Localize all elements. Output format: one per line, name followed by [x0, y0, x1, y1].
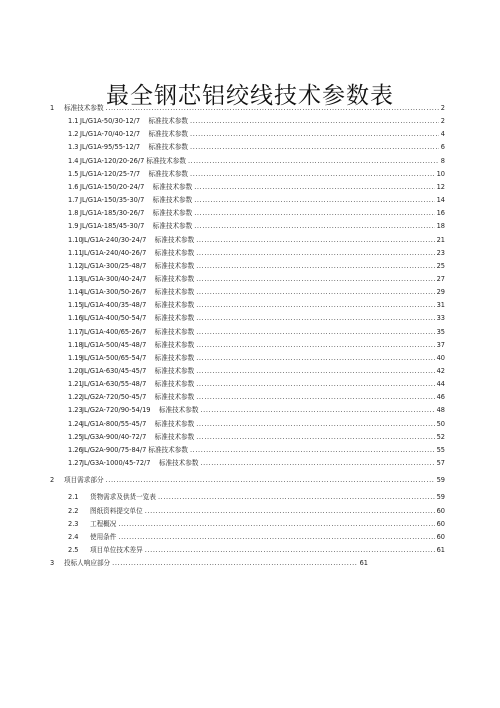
toc-dot-leader	[196, 391, 434, 404]
toc-entry-page: 37	[436, 340, 445, 349]
toc-entry-number: 1.6	[68, 182, 79, 191]
toc-entry-number: 2.1	[68, 493, 79, 502]
toc-entry-number: 1.13	[68, 274, 83, 283]
toc-entry-number: 2	[50, 476, 55, 485]
toc-entry-number: 3	[50, 559, 55, 568]
toc-dot-leader	[196, 234, 434, 247]
toc-entry[interactable]	[68, 299, 445, 312]
toc-entry-title: JL/G1A-185/30-26/7 标准技术参数	[80, 209, 193, 218]
toc-dot-leader	[196, 365, 434, 378]
toc-entry-number: 1.10	[68, 235, 83, 244]
toc-entry-number: 1.3	[68, 143, 79, 152]
toc-entry-page: 48	[436, 406, 445, 415]
toc-entry-number: 1.12	[68, 261, 83, 270]
toc-entry[interactable]	[68, 312, 445, 325]
toc-entry-page: 52	[436, 432, 445, 441]
toc-entry-page: 42	[436, 367, 445, 375]
toc-entry-number: 1	[50, 104, 55, 112]
toc-dot-leader	[196, 378, 434, 391]
toc-entry-number: 1.21	[68, 380, 83, 389]
toc-dot-leader	[196, 312, 434, 325]
toc-dot-leader	[190, 128, 439, 141]
toc-entry-number: 1.15	[68, 301, 83, 310]
toc-dot-leader	[190, 141, 439, 154]
toc-entry-number: 1.23	[68, 406, 83, 415]
toc-entry[interactable]	[68, 457, 445, 470]
toc-entry-page: 46	[436, 393, 445, 402]
toc-entry-title: 项目需求部分	[64, 476, 104, 485]
toc-entry-number: 1.11	[68, 248, 83, 257]
toc-entry-page: 59	[436, 476, 445, 485]
toc-entry-title: JL/G3A-900/40-72/7 标准技术参数	[82, 432, 195, 441]
toc-entry[interactable]	[68, 273, 445, 286]
toc-entry-title: 投标人响应部分	[64, 559, 111, 568]
toc-entry[interactable]	[68, 220, 445, 233]
toc-entry-page: 59	[436, 493, 445, 502]
toc-entry[interactable]	[68, 168, 445, 181]
toc-entry-title: JL/G1A-400/65-26/7 标准技术参数	[82, 327, 195, 336]
toc-entry-title: JL/G2A-720/90-54/19 标准技术参数	[82, 406, 199, 415]
toc-entry[interactable]	[68, 128, 445, 141]
toc-entry-page: 6	[440, 143, 445, 152]
toc-entry-number: 1.1	[68, 117, 79, 126]
toc-entry[interactable]	[68, 141, 445, 154]
toc-entry-title: JL/G1A-120/20-26/7 标准技术参数	[80, 156, 186, 165]
toc-entry[interactable]	[68, 531, 445, 544]
toc-entry-title: JL/G1A-300/25-48/7 标准技术参数	[82, 261, 195, 270]
toc-entry-title: 工程概况	[90, 519, 117, 528]
toc-entry-page: 29	[436, 288, 445, 297]
toc-entry[interactable]	[68, 181, 445, 194]
toc-entry-number: 1.25	[68, 432, 83, 441]
toc-entry-page: 25	[436, 261, 445, 270]
toc-dot-leader	[158, 491, 435, 504]
toc-entry[interactable]	[68, 234, 445, 247]
toc-entry-number: 1.22	[68, 393, 83, 402]
toc-entry[interactable]	[68, 431, 445, 444]
toc-entry[interactable]	[68, 378, 445, 391]
toc-entry-page: 50	[436, 419, 445, 428]
toc-entry-title: JL/G3A-1000/45-72/7 标准技术参数	[82, 459, 199, 468]
toc-entry-page: 33	[436, 314, 445, 323]
toc-entry[interactable]	[68, 260, 445, 273]
toc-dot-leader	[194, 181, 434, 194]
toc-entry[interactable]	[68, 544, 445, 557]
toc-entry[interactable]	[68, 194, 445, 207]
toc-entry-title: JL/G1A-50/30-12/7 标准技术参数	[80, 117, 189, 126]
toc-entry-title: JL/G1A-400/35-48/7 标准技术参数	[82, 301, 195, 310]
toc-entry-title: JL/G1A-95/55-12/7 标准技术参数	[80, 143, 189, 152]
toc-entry-page: 27	[436, 274, 445, 283]
toc-entry-title: 使用条件	[90, 532, 117, 541]
toc-entry-number: 1.26	[68, 445, 83, 454]
toc-entry-title: JL/G1A-400/50-54/7 标准技术参数	[82, 314, 195, 323]
toc-entry[interactable]	[68, 339, 445, 352]
toc-entry-number: 1.4	[68, 156, 79, 165]
toc-dot-leader	[190, 444, 435, 457]
toc-entry-page: 18	[436, 222, 445, 231]
toc-entry[interactable]	[68, 326, 445, 339]
toc-dot-leader	[145, 544, 435, 557]
toc-dot-leader	[196, 352, 434, 365]
toc-entry-page: 10	[436, 169, 445, 178]
toc-entry-page: 60	[436, 519, 445, 528]
toc-entry[interactable]	[68, 155, 445, 168]
toc-entry-title: 货物需求及供货一览表	[90, 493, 156, 502]
toc-entry-title: JL/G1A-120/25-7/7 标准技术参数	[80, 169, 189, 178]
toc-entry-number: 1.8	[68, 209, 79, 218]
toc-entry[interactable]	[50, 474, 445, 487]
toc-entry[interactable]	[68, 115, 445, 128]
toc-entry-page: 12	[436, 182, 445, 191]
toc-entry-title: JL/G1A-185/45-30/7 标准技术参数	[80, 222, 193, 231]
toc-entry-page: 21	[436, 235, 445, 244]
toc-dot-leader	[145, 505, 435, 518]
toc-dot-leader	[190, 115, 439, 128]
toc-dot-leader	[196, 339, 434, 352]
toc-entry-title: 项目单位技术差异	[90, 545, 143, 554]
toc-entry-title: JL/G1A-150/35-30/7 标准技术参数	[80, 196, 193, 205]
toc-entry-page: 61	[436, 545, 445, 554]
toc-dot-leader	[196, 326, 434, 339]
toc-entry-title: JL/G2A-900/75-84/7 标准技术参数	[82, 445, 188, 454]
toc-entry[interactable]	[68, 352, 445, 365]
toc-entry-page: 60	[436, 506, 445, 515]
toc-dot-leader	[194, 207, 434, 220]
toc-entry[interactable]	[68, 518, 445, 531]
toc-dot-leader	[196, 273, 434, 286]
toc-entry-page: 14	[436, 196, 445, 205]
toc-entry-number: 2.4	[68, 532, 79, 541]
toc-entry[interactable]	[68, 365, 445, 378]
toc-entry-number: 1.17	[68, 327, 83, 336]
toc-entry-title: 图纸资料提交单位	[90, 506, 143, 515]
toc-dot-leader	[190, 168, 435, 181]
toc-entry-title: JL/G1A-500/65-54/7 标准技术参数	[82, 353, 195, 362]
toc-entry-title: JL/G1A-300/40-24/7 标准技术参数	[82, 274, 195, 283]
toc-dot-leader	[112, 557, 357, 570]
toc-entry[interactable]	[50, 102, 445, 115]
toc-entry-title: JL/G1A-150/20-24/7 标准技术参数	[80, 182, 193, 191]
toc-entry-title: JL/G1A-300/50-26/7 标准技术参数	[82, 288, 195, 297]
toc-dot-leader	[196, 431, 434, 444]
toc-entry-title: JL/G1A-240/30-24/7 标准技术参数	[82, 235, 195, 244]
toc-entry-number: 1.20	[68, 367, 83, 375]
toc-entry[interactable]	[68, 404, 445, 417]
toc-entry-number: 2.3	[68, 519, 79, 528]
toc-dot-leader	[196, 286, 434, 299]
toc-entry-page: 40	[436, 353, 445, 362]
toc-entry-number: 2.5	[68, 545, 79, 554]
toc-entry-title: JL/G1A-240/40-26/7 标准技术参数	[82, 248, 195, 257]
toc-entry-page: 35	[436, 327, 445, 336]
toc-entry[interactable]	[68, 286, 445, 299]
toc-entry[interactable]	[68, 491, 445, 504]
toc-entry[interactable]	[68, 505, 445, 518]
toc-dot-leader	[106, 102, 439, 115]
toc-entry-number: 1.7	[68, 196, 79, 205]
toc-entry-page: 2	[440, 104, 445, 112]
toc-entry-page: 44	[436, 380, 445, 389]
toc-entry-title: JL/G1A-630/55-48/7 标准技术参数	[82, 380, 195, 389]
toc-dot-leader	[188, 155, 439, 168]
toc-entry-page: 23	[436, 248, 445, 257]
toc-entry[interactable]	[68, 444, 445, 457]
toc-entry-number: 1.19	[68, 353, 83, 362]
toc-entry-number: 1.24	[68, 419, 83, 428]
toc-entry-page: 16	[436, 209, 445, 218]
toc-dot-leader	[196, 299, 434, 312]
toc-entry-number: 1.27	[68, 459, 83, 468]
toc-entry[interactable]	[50, 557, 368, 570]
toc-entry-page: 60	[436, 532, 445, 541]
toc-entry-number: 1.2	[68, 130, 79, 139]
toc-dot-leader	[196, 418, 434, 431]
toc-dot-leader	[106, 474, 435, 487]
toc-entry-page: 8	[440, 156, 445, 165]
toc-entry-number: 1.16	[68, 314, 83, 323]
toc-entry-page: 61	[359, 559, 368, 568]
toc-entry-title: 标准技术参数	[64, 104, 104, 112]
toc-entry-page: 4	[440, 130, 445, 139]
toc-entry-page: 55	[436, 445, 445, 454]
toc-dot-leader	[118, 531, 434, 544]
toc-dot-leader	[194, 194, 434, 207]
toc-dot-leader	[200, 457, 434, 470]
toc-dot-leader	[196, 247, 434, 260]
toc-dot-leader	[196, 260, 434, 273]
toc-entry[interactable]	[68, 391, 445, 404]
toc-entry-number: 2.2	[68, 506, 79, 515]
toc-entry-page: 2	[440, 117, 445, 126]
toc-entry-title: JL/G1A-800/55-45/7 标准技术参数	[82, 419, 195, 428]
document-title: 最全钢芯铝绞线技术参数表	[106, 83, 394, 110]
toc-entry-number: 1.5	[68, 169, 79, 178]
toc-entry[interactable]	[68, 247, 445, 260]
toc-entry[interactable]	[68, 418, 445, 431]
toc-entry-title: JL/G1A-500/45-48/7 标准技术参数	[82, 340, 195, 349]
toc-entry-number: 1.9	[68, 222, 79, 231]
toc-entry-title: JL/G1A-630/45-45/7 标准技术参数	[82, 367, 195, 375]
toc-dot-leader	[118, 518, 434, 531]
toc-entry-page: 57	[436, 459, 445, 468]
toc-entry-title: JL/G1A-70/40-12/7 标准技术参数	[80, 130, 189, 139]
toc-entry-number: 1.18	[68, 340, 83, 349]
toc-entry-number: 1.14	[68, 288, 83, 297]
toc-entry-page: 31	[436, 301, 445, 310]
toc-dot-leader	[194, 220, 434, 233]
toc-entry-title: JL/G2A-720/50-45/7 标准技术参数	[82, 393, 195, 402]
toc-entry[interactable]	[68, 207, 445, 220]
toc-dot-leader	[200, 404, 434, 417]
